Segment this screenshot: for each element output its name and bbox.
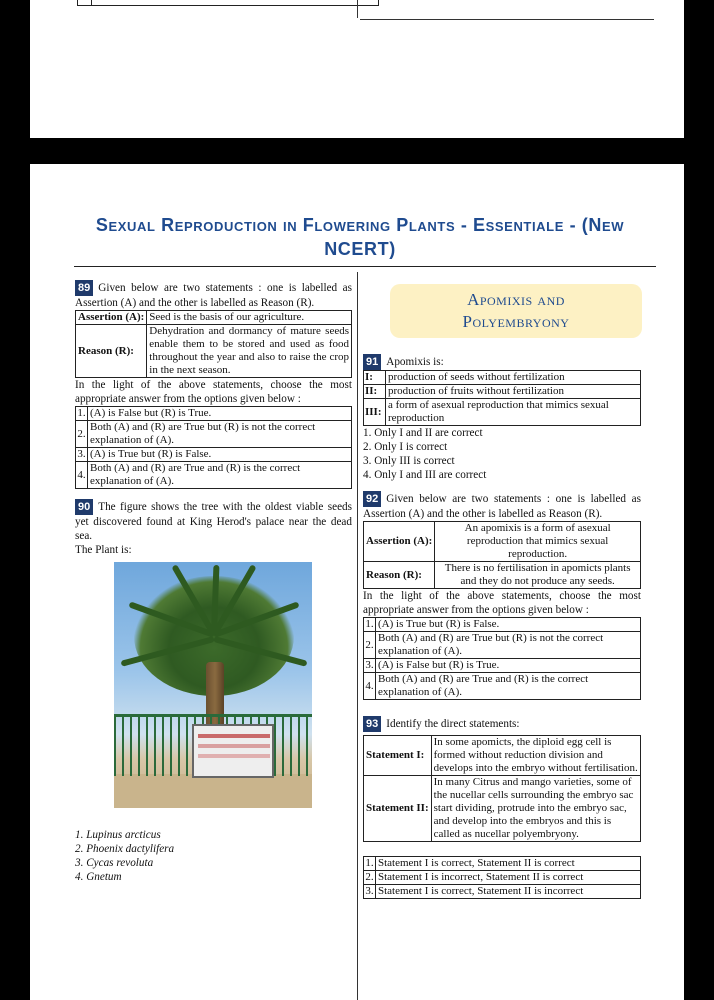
option-text: (A) is True but (R) is False. <box>376 618 641 632</box>
option-text: Both (A) and (R) are True but (R) is not the correct explanation of (A). <box>376 632 641 659</box>
question-91 <box>363 354 641 482</box>
previous-page-table-edge <box>77 0 379 6</box>
right-column <box>363 284 641 899</box>
option-item: 2. Only I is correct <box>363 441 448 453</box>
option-row: 2. Both (A) and (R) are True but (R) is not the correct explanation of (A). <box>364 632 641 659</box>
question-stem: Given below are two statements : one is labelled as Assertion (A) and the other is labelled as Reason (R). <box>363 493 641 520</box>
option-item: 3. Only III is correct <box>363 455 455 467</box>
option-item: 1. Lupinus arcticus <box>75 829 161 841</box>
option-text: Both (A) and (R) are True and (R) is the correct explanation of (A). <box>376 673 641 700</box>
option-text: Statement I is correct, Statement II is correct <box>376 857 641 871</box>
date-palm-tree-photo <box>114 562 312 808</box>
question-stem: Identify the direct statements: <box>386 718 520 730</box>
statements-table <box>363 735 641 842</box>
option-text: Both (A) and (R) are True and (R) is the correct explanation of (A). <box>88 462 352 489</box>
option-row: 3. Statement I is correct, Statement II is incorrect <box>364 885 641 899</box>
question-instruction: In the light of the above statements, choose the most appropriate answer from the options given below : <box>75 379 352 405</box>
assertion-text: An apomixis is a form of asexual reproduction that mimics sexual reproduction. <box>435 522 641 562</box>
question-stem: The figure shows the tree with the oldest viable seeds yet discovered found at King Herod's palace near the dead sea. <box>75 501 352 542</box>
left-column <box>75 280 352 884</box>
document-page <box>30 164 684 1000</box>
assertion-reason-table <box>363 521 641 589</box>
question-number: 90 <box>75 499 93 515</box>
options-list <box>75 828 352 884</box>
option-row: 1. (A) is True but (R) is False. <box>364 618 641 632</box>
options-list <box>363 426 641 482</box>
statement-1-label: Statement I: <box>364 736 432 776</box>
reason-label: Reason (R): <box>76 325 147 378</box>
question-number: 93 <box>363 716 381 732</box>
option-row: 3. (A) is False but (R) is True. <box>364 659 641 673</box>
option-item: 2. Phoenix dactylifera <box>75 843 175 855</box>
option-item: 1. Only I and II are correct <box>363 427 483 439</box>
question-stem: Apomixis is: <box>386 356 444 368</box>
option-text: Both (A) and (R) are True but (R) is not the correct explanation of (A). <box>88 421 352 448</box>
option-item: 3. Cycas revoluta <box>75 857 154 869</box>
table-row: I: production of seeds without fertilization <box>364 371 641 385</box>
question-prompt: The Plant is: <box>75 544 132 556</box>
assertion-text: Seed is the basis of our agriculture. <box>147 311 352 325</box>
previous-page-fragment <box>30 0 684 138</box>
options-table <box>75 406 352 489</box>
question-stem: Given below are two statements : one is labelled as Assertion (A) and the other is labelled as Reason (R). <box>75 282 352 309</box>
option-text: (A) is False but (R) is True. <box>376 659 641 673</box>
question-92 <box>363 491 641 700</box>
table-row <box>364 562 641 589</box>
information-sign <box>192 724 274 778</box>
statement-1-text: In some apomicts, the diploid egg cell is formed without reduction division and develops into the embryo without fertilisation. <box>431 736 640 776</box>
table-row: III: a form of asexual reproduction that mimics sexual reproduction <box>364 399 641 426</box>
table-row: II: production of fruits without fertilization <box>364 385 641 399</box>
question-number: 89 <box>75 280 93 296</box>
question-number: 91 <box>363 354 381 370</box>
question-instruction: In the light of the above statements, choose the most appropriate answer from the options given below : <box>363 590 641 616</box>
table-row <box>364 736 641 776</box>
table-row <box>364 776 641 842</box>
option-row: 4. Both (A) and (R) are True and (R) is the correct explanation of (A). <box>76 462 352 489</box>
previous-page-rule <box>360 19 654 20</box>
previous-page-column-divider <box>357 0 358 18</box>
option-item: 4. Gnetum <box>75 871 122 883</box>
option-row: 2. Statement I is incorrect, Statement II is correct <box>364 871 641 885</box>
statement-2-label: Statement II: <box>364 776 432 842</box>
statement-2-text: In many Citrus and mango varieties, some of the nucellar cells surrounding the embryo sac start dividing, protrude into the embryo sac, and develop into the embryos and this is called as nucellar polyembryony. <box>431 776 640 842</box>
options-table <box>363 856 641 899</box>
option-text: (A) is True but (R) is False. <box>88 448 352 462</box>
option-row: 1. (A) is False but (R) is True. <box>76 407 352 421</box>
option-row: 4. Both (A) and (R) are True and (R) is the correct explanation of (A). <box>364 673 641 700</box>
title-rule <box>74 266 656 267</box>
question-93 <box>363 716 641 899</box>
assertion-label: Assertion (A): <box>76 311 147 325</box>
option-text: Statement I is incorrect, Statement II is correct <box>376 871 641 885</box>
column-divider <box>357 272 358 1000</box>
statements-table <box>363 370 641 426</box>
reason-text: There is no fertilisation in apomicts plants and they do not produce any seeds. <box>435 562 641 589</box>
assertion-reason-table <box>75 310 352 378</box>
option-row: 1. Statement I is correct, Statement II is correct <box>364 857 641 871</box>
assertion-label: Assertion (A): <box>364 522 435 562</box>
page-title: Sexual Reproduction in Flowering Plants - Essentiale - (New NCERT) <box>95 215 625 259</box>
question-90 <box>75 499 352 884</box>
table-row <box>76 325 352 378</box>
option-text: Statement I is correct, Statement II is incorrect <box>376 885 641 899</box>
table-row <box>364 522 641 562</box>
reason-label: Reason (R): <box>364 562 435 589</box>
options-table <box>363 617 641 700</box>
option-text: (A) is False but (R) is True. <box>88 407 352 421</box>
option-item: 4. Only I and III are correct <box>363 469 487 481</box>
option-row: 3. (A) is True but (R) is False. <box>76 448 352 462</box>
option-row: 2. Both (A) and (R) are True but (R) is not the correct explanation of (A). <box>76 421 352 448</box>
section-heading: Apomixis and Polyembryony <box>390 284 642 338</box>
question-89 <box>75 280 352 489</box>
table-row <box>76 311 352 325</box>
question-number: 92 <box>363 491 381 507</box>
reason-text: Dehydration and dormancy of mature seeds enable them to be stored and used as food throughout the year and also to raise the crop in the next season. <box>147 325 352 378</box>
